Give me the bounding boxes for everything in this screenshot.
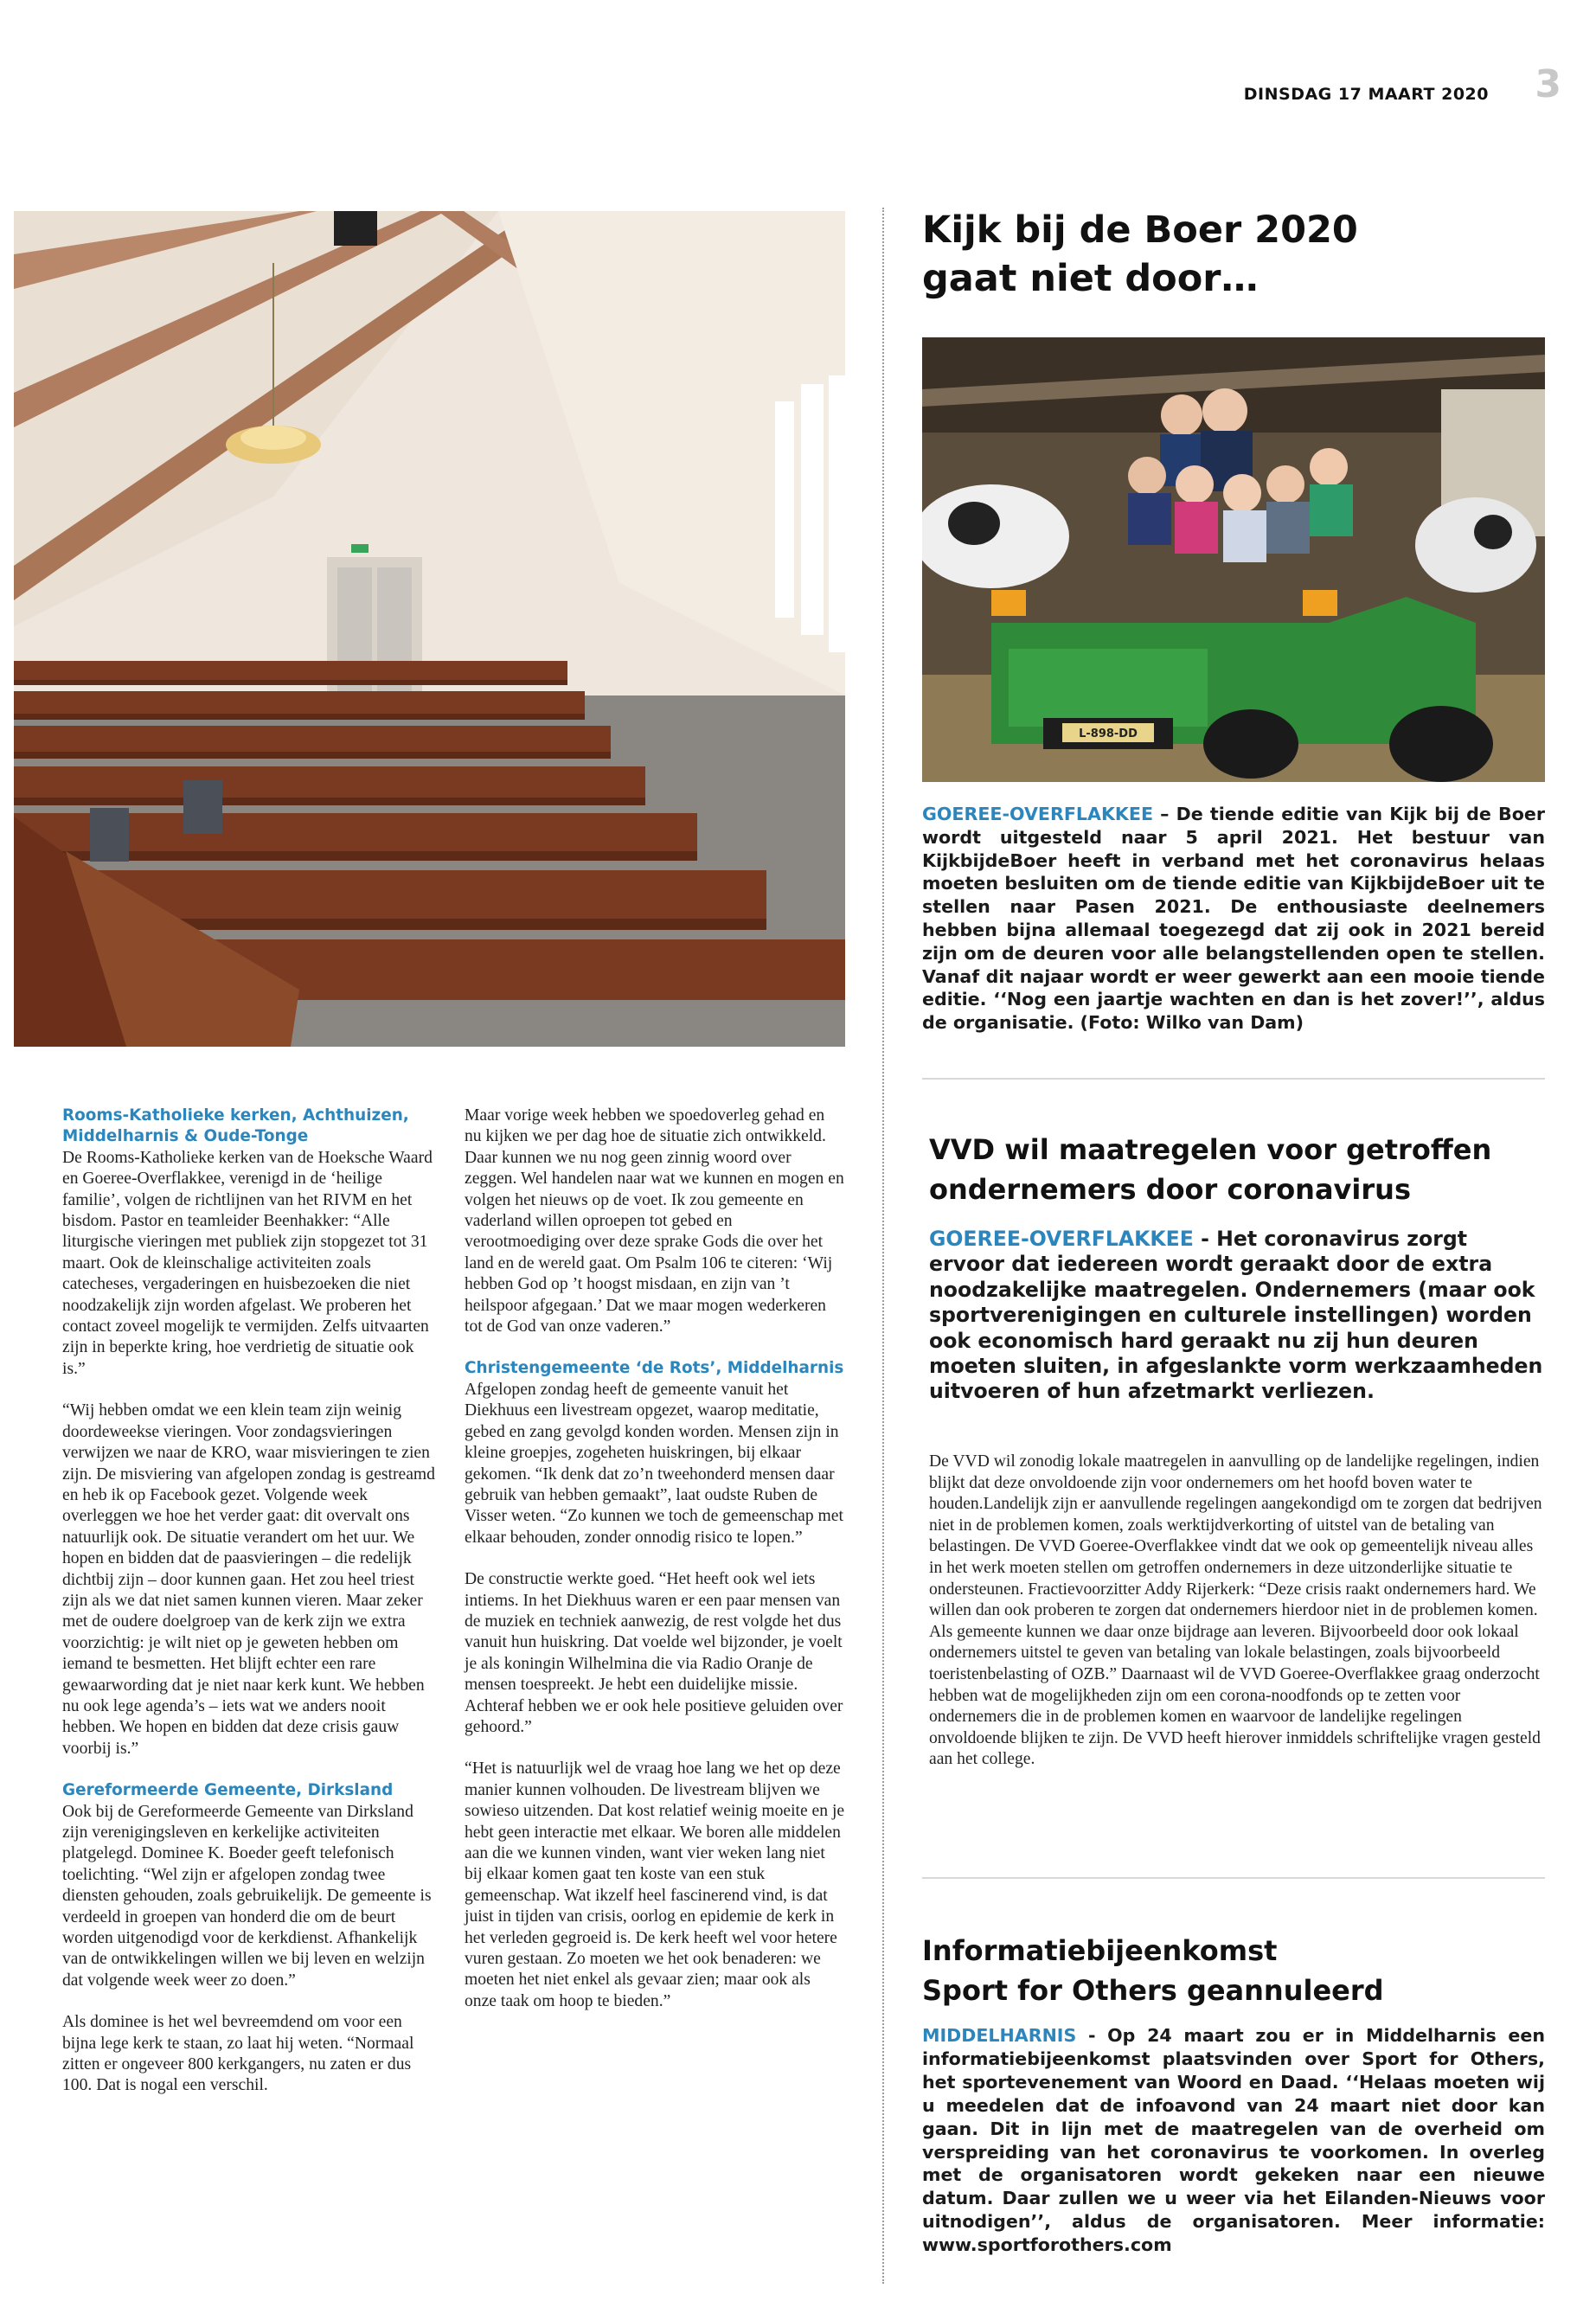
- info-headline-line-1: Informatiebijeenkomst: [922, 1934, 1278, 1967]
- column-separator: [882, 208, 884, 2284]
- kijk-headline: [922, 206, 1545, 303]
- gg-paragraph-2: Als dominee is het wel bevreemdend om voor een bijna lege kerk te staan, zo laat hij weten. “Normaal zitten er ongeveer 800 kerkgangers, nu zaten er dus 100. Dat is nogal een verschil.: [62, 2013, 414, 2095]
- kijk-body: [922, 803, 1545, 1035]
- kijk-headline-line-1: Kijk bij de Boer 2020: [922, 208, 1358, 252]
- info-headline-line-2: Sport for Others geannuleerd: [922, 1974, 1384, 2007]
- vvd-headline-line-1: VVD wil maatregelen voor getroffen: [929, 1133, 1492, 1166]
- rk-subheading: Rooms-Katholieke kerken, Achthuizen, Middelharnis & Oude-Tonge: [62, 1106, 409, 1146]
- page-number: 3: [1535, 62, 1561, 106]
- article-divider: [922, 1078, 1545, 1080]
- kijk-location: GOEREE-OVERFLAKKEE: [922, 804, 1154, 824]
- license-plate: L-898-DD: [1079, 727, 1138, 740]
- gg-paragraph-1: Ook bij de Gereformeerde Gemeente van Dirksland zijn verenigingsleven en kerkelijke activiteiten platgelegd. Dominee K. Boeder geeft telefonisch toelichting. “Wel zijn er afgelopen zondag twee diensten gehouden, zoals gebruikelijk. De gemeente is verdeeld in groepen van honderd die om de beurt worden uitgenodigd voor de kerkdienst. Afhankelijk van de ontwikkelingen willen we bij leven en welzijn dat volgende week weer zo doen.”: [62, 1802, 432, 1990]
- vvd-lead: [929, 1227, 1545, 1405]
- kijk-body-text: – De tiende editie van Kijk bij de Boer wordt uitgesteld naar 5 april 2021. Het bestuur van KijkbijdeBoer heeft in verband met het coronavirus helaas moeten besluiten om de tiende editie van KijkbijdeBoer uit te stellen naar Pasen 2021. De enthousiaste deelnemers hebben bijna allemaal toegezegd dat zij ook in 2021 bereid zijn om de deuren voor alle belangstellenden open te stellen. Vanaf dit najaar wordt er weer gewerkt aan een mooie tiende editie. ‘‘Nog een jaartje wachten en dan is het zover!’’, aldus de organisatie. (Foto: Wilko van Dam): [922, 804, 1545, 1034]
- rk-paragraph-2: “Wij hebben omdat we een klein team zijn weinig doordeweekse vieringen. Voor zondagsvieringen verwijzen we naar de KRO, waar misvieringen te zien zijn. De misviering van afgelopen zondag is gestreamd en heb ik op Facebook gezet. Volgende week overleggen we hoe het verder gaat: dit overvalt ons natuurlijk ook. De situatie verandert om het uur. We hopen en bidden dat de paasvieringen – die redelijk dichtbij zijn – door kunnen gaan. Het zou heel triest zijn als we dat niet samen kunnen vieren. Maar zeker met de oudere doelgroep van de kerk zijn we extra voorzichtig: je wilt niet op je geweten hebben om iemand te besmetten. Het blijft echter een rare gewaarwording dat je niet naar kerk kunt. We hebben nu ook lege agenda’s – iets wat we anders nooit hebben. We hopen en bidden dat deze crisis gauw voorbij is.”: [62, 1401, 435, 1758]
- info-headline: [922, 1931, 1545, 2010]
- vvd-body: De VVD wil zonodig lokale maatregelen in aanvulling op de landelijke regelingen, indien blijkt dat deze onvoldoende zijn voor ondernemers om het hoofd boven water te houden.Landelijk zijn er aanvullende regelingen aangekondigd om te zorgen dat bedrijven niet in de problemen komen, zoals werktijdverkorting of uitstel van de betaling van belastingen. De VVD Goeree-Overflakkee vindt dat we ook op gemeentelijk niveau alles in het werk moeten stellen om getroffen ondernemers in deze uitzonderlijke situatie te ondersteunen. Fractievoorzitter Addy Rijerkerk: “Deze crisis raakt ondernemers hard. We willen dan ook proberen te zorgen dat ondernemers hierdoor niet in de problemen komen. Als gemeente kunnen we daar onze bijdrage aan leveren. Bijvoorbeeld door ook lokaal ondernemers uitstel te geven van betaling van lokale belastingen, zoals bijvoorbeeld toeristenbelasting of OZB.” Daarnaast wil de VVD Goeree-Overflakkee graag onderzocht hebben wat de mogelijkheden zijn om een corona-noodfonds op te zetten voor ondernemers die in de problemen komen en waarvoor de landelijke regelingen onvoldoende blijken te zijn. De VVD heeft hierover inmiddels schriftelijke vragen gesteld aan het college.: [929, 1452, 1542, 1769]
- vvd-headline-line-2: ondernemers door coronavirus: [929, 1173, 1411, 1206]
- info-location: MIDDELHARNIS: [922, 2025, 1077, 2046]
- farm-vehicle-children-photo: [922, 337, 1545, 782]
- cg-paragraph-1: Afgelopen zondag heeft de gemeente vanuit het Diekhuus een livestream opgezet, waarop meditatie, gebed en zang gevolgd konden worden. Mensen zijn in kleine groepjes, zogeheten huiskringen, bij elkaar gekomen. “Ik denk dat zo’n tweehonderd mensen daar gebruik van hebben gemaakt”, laat oudste Ruben de Visser weten. “Zo kunnen we toch de gemeenschap met elkaar behouden, zonder onnodig risico te lopen.”: [465, 1380, 843, 1547]
- kijk-headline-line-2: gaat niet door…: [922, 257, 1259, 300]
- issue-date: DINSDAG 17 MAART 2020: [1243, 85, 1489, 104]
- vvd-location: GOEREE-OVERFLAKKEE: [929, 1227, 1194, 1251]
- article-divider: [922, 1877, 1545, 1879]
- rk-paragraph-1: De Rooms-Katholieke kerken van de Hoeksche Waard en Goeree-Overflakkee, verenigd in de ‘heilige familie’, volgen de richtlijnen van het RIVM en het bisdom. Pastor en teamleider Beenhakker: “Alle liturgische vieringen met publiek zijn stopgezet tot 31 maart. Ook de kleinschalige activiteiten zoals catecheses, vergaderingen en huisbezoeken die niet noodzakelijk zijn worden afgelast. We proberen het contact zoveel mogelijk te vermijden. Zelfs uitvaarten zijn in beperkte kring, hoe verdrietig de situatie ook is.”: [62, 1148, 433, 1378]
- churches-column-1: [62, 1106, 439, 2097]
- cg-paragraph-2: De constructie werkte goed. “Het heeft ook wel iets intiems. In het Diekhuus waren er een paar mensen van de muziek en techniek aanwezig, de rest volgde het dus vanuit hun huiskring. Dat voelde wel bijzonder, je voelt je als koningin Wilhelmina die via Radio Oranje de mensen toespreekt. Je hebt een duidelijke missie. Achteraf hebben we er ook hele positieve geluiden over gehoord.”: [465, 1570, 843, 1736]
- info-body-text: - Op 24 maart zou er in Middelharnis een informatiebijeenkomst plaatsvinden over Sport for Others, het sportevenement van Woord en Daad. ‘‘Helaas moeten wij u meedelen dat de infoavond van 24 maart niet door kan gaan. Dit in lijn met de maatregelen van de overheid om verspreiding van het coronavirus te voorkomen. In overleg met de organisatoren wordt gekeken naar een nieuwe datum. Daar zullen we u weer via het Eilanden-Nieuws voor uitnodigen’’, aldus de organisatoren. Meer informatie: www.sportforothers.com: [922, 2025, 1545, 2256]
- vvd-headline: [929, 1130, 1545, 1209]
- cg-paragraph-3: “Het is natuurlijk wel de vraag hoe lang we het op deze manier kunnen volhouden. De livestream blijven we sowieso uitzenden. Dat kost relatief weinig moeite en je hebt geen interactie met elkaar. We boren alle middelen aan die we kunnen vinden, want vier weken lang niet bij elkaar komen gaat ten koste van een stuk gemeenschap. Wat ikzelf heel fascinerend vind, is dat juist in tijden van crisis, oorlog en epidemie de kerk in het verleden gegroeid is. De kerk heeft wel voor hetere vuren gestaan. Zo moeten we het ook benaderen: we moeten het niet enkel als gevaar zien; maar ook als onze taak om hoop te bieden.”: [465, 1759, 845, 2010]
- vvd-lead-text: - Het coronavirus zorgt ervoor dat iedereen wordt geraakt door de extra noodzakelijke maatregelen. Ondernemers (maar ook sportverenigingen en culturele instellingen) worden ook economisch hard geraakt nu zij hun deuren moeten sluiten, in afgeslankte vorm werkzaamheden uitvoeren of hun afzetmarkt verliezen.: [929, 1227, 1543, 1404]
- gg-paragraph-3: Maar vorige week hebben we spoedoverleg gehad en nu kijken we per dag hoe de situatie zich ontwikkeld. Daar kunnen we nu nog geen zinnig woord over zeggen. Wel handelen naar wat we kunnen en mogen en volgen het nieuws op de voet. Ik zou gemeente en vaderland willen oproepen tot gebed en verootmoediging over deze sprake Gods die over het land en de wereld gaat. Om Psalm 106 te citeren: ‘Wij hebben God op ’t hoogst misdaan, en zijn van ’t heilspoor afgegaan.’ Dat we maar mogen wederkeren tot de God van onze vaderen.”: [465, 1106, 844, 1336]
- info-body: [922, 2024, 1545, 2257]
- gg-subheading: Gereformeerde Gemeente, Dirksland: [62, 1781, 394, 1800]
- cg-subheading: Christengemeente ‘de Rots’, Middelharnis: [465, 1359, 844, 1378]
- church-interior-photo: [14, 211, 845, 1047]
- churches-column-2: [465, 1106, 845, 2012]
